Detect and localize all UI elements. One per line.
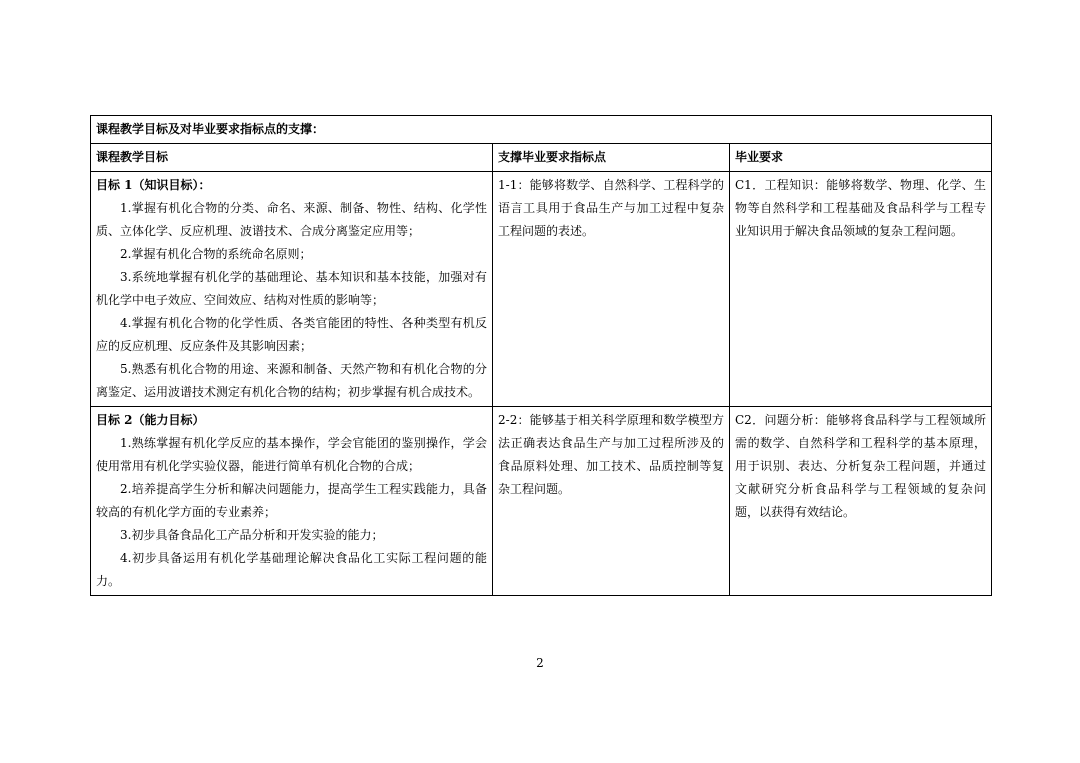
header-course-goal: 课程教学目标 (91, 144, 493, 172)
requirement-cell: C1．工程知识：能够将数学、物理、化学、生物等自然科学和工程基础及食品科学与工程专业知识用于解决食品领域的复杂工程问题。 (730, 172, 992, 407)
requirement-cell: C2．问题分析：能够将食品科学与工程领域所需的数学、自然科学和工程科学的基本原理，用于识别、表达、分析复杂工程问题，并通过文献研究分析食品科学与工程领域的复杂问题，以获得有效结论。 (730, 407, 992, 596)
goal-item: 3.初步具备食品化工产品分析和开发实验的能力； (120, 528, 384, 542)
goal-item: 1.熟练掌握有机化学反应的基本操作，学会官能团的鉴别操作，学会使用常用有机化学实验仪器，能进行简单有机化合物的合成； (96, 436, 487, 473)
goal-item: 4.掌握有机化合物的化学性质、各类官能团的特性、各种类型有机反应的反应机理、反应条件及其影响因素； (96, 316, 487, 353)
table-row (91, 172, 992, 407)
goal-item: 3.系统地掌握有机化学的基础理论、基本知识和基本技能，加强对有机化学中电子效应、空间效应、结构对性质的影响等； (96, 270, 487, 307)
table-title: 课程教学目标及对毕业要求指标点的支撑： (91, 116, 992, 144)
goal-item: 2.培养提高学生分析和解决问题能力，提高学生工程实践能力，具备较高的有机化学方面的专业素养； (96, 482, 487, 519)
goal-item: 1.掌握有机化合物的分类、命名、来源、制备、物性、结构、化学性质、立体化学、反应机理、波谱技术、合成分离鉴定应用等； (96, 201, 487, 238)
goal-cell (91, 407, 493, 596)
table-row (91, 407, 992, 596)
goal-cell (91, 172, 493, 407)
page-number: 2 (536, 656, 544, 670)
course-goals-table (90, 115, 992, 596)
indicator-cell: 2-2：能够基于相关科学原理和数学模型方法正确表达食品生产与加工过程所涉及的食品原料处理、加工技术、品质控制等复杂工程问题。 (493, 407, 730, 596)
goal-title: 目标 1（知识目标）： (96, 178, 211, 192)
header-indicator: 支撑毕业要求指标点 (493, 144, 730, 172)
goal-item: 2.掌握有机化合物的系统命名原则； (120, 247, 312, 261)
goal-title: 目标 2（能力目标） (96, 413, 205, 427)
goal-item: 4.初步具备运用有机化学基础理论解决食品化工实际工程问题的能力。 (96, 551, 487, 588)
table-header-row (91, 144, 992, 172)
goal-item: 5.熟悉有机化合物的用途、来源和制备、天然产物和有机化合物的分离鉴定、运用波谱技术测定有机化合物的结构；初步掌握有机合成技术。 (96, 362, 487, 399)
indicator-cell: 1-1：能够将数学、自然科学、工程科学的语言工具用于食品生产与加工过程中复杂工程问题的表述。 (493, 172, 730, 407)
table-title-row (91, 116, 992, 144)
header-requirement: 毕业要求 (730, 144, 992, 172)
